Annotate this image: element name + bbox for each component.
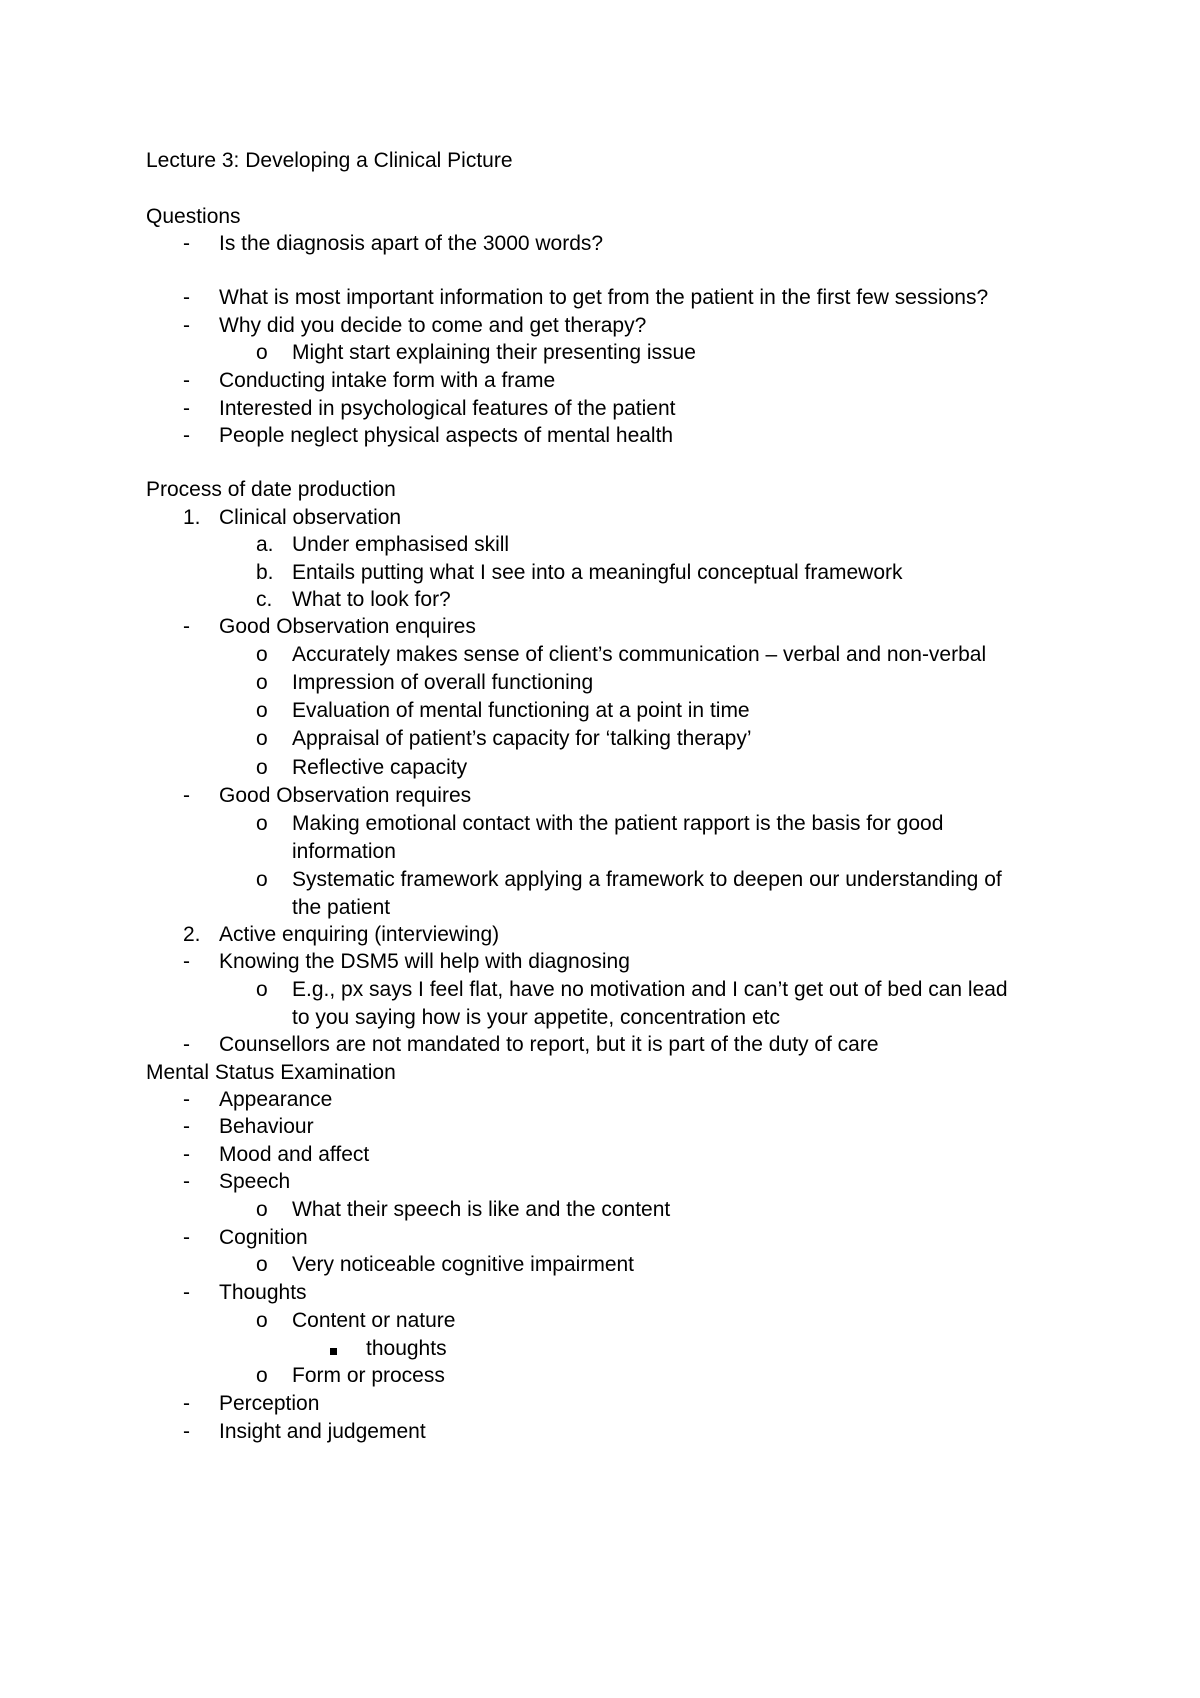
dash-bullet-icon: - [183,1170,190,1193]
lettered-item-text: Under emphasised skill [292,533,510,556]
dash-bullet-icon: - [183,1088,190,1111]
section-heading-text: Process of date production [146,478,396,501]
circle-bullet-icon: o [256,1364,268,1387]
document-title: Lecture 3: Developing a Clinical Picture [146,149,513,172]
number-marker: 2. [183,923,201,946]
sub-list-item-text: Reflective capacity [292,756,468,779]
continuation-text: to you saying how is your appetite, concentration etc [292,1006,780,1029]
sub-list-item-text: Might start explaining their presenting issue [292,341,696,364]
circle-bullet-icon: o [256,756,268,779]
sub-list-item-text: Form or process [292,1364,445,1387]
sub-list-item-text: What their speech is like and the content [292,1198,671,1221]
dash-bullet-icon: - [183,1420,190,1443]
sub-sub-list-item-text: thoughts [366,1337,447,1360]
sub-list-item-text: Appraisal of patient’s capacity for ‘talking therapy’ [292,727,752,750]
dash-bullet-icon: - [183,784,190,807]
section-heading [146,1059,396,1087]
list-item-text: Conducting intake form with a frame [219,369,556,392]
letter-marker: a. [256,533,274,556]
sub-list-item-text: Impression of overall functioning [292,671,594,694]
square-bullet-marker [330,1335,346,1363]
list-item-text: Good Observation enquires [219,615,476,638]
list-item-text: Good Observation requires [219,784,472,807]
numbered-item-text: Clinical observation [219,506,402,529]
circle-bullet-icon: o [256,1309,268,1332]
list-item-text: What is most important information to get from the patient in the first few sessions? [219,286,989,309]
circle-bullet-icon: o [256,978,268,1001]
dash-bullet-icon: - [183,950,190,973]
section-heading-text: Questions [146,205,241,228]
continuation-text: information [292,840,396,863]
lettered-item-text: Entails putting what I see into a meaningful conceptual framework [292,561,903,584]
list-item-text: Counsellors are not mandated to report, but it is part of the duty of care [219,1033,879,1056]
sub-list-item-text: Very noticeable cognitive impairment [292,1253,635,1276]
list-item-text: Mood and affect [219,1143,370,1166]
dash-bullet-icon: - [183,314,190,337]
circle-bullet-icon: o [256,341,268,364]
list-item-text: Thoughts [219,1281,307,1304]
sub-list-item-text: Accurately makes sense of client’s communication – verbal and non-verbal [292,643,987,666]
circle-bullet-icon: o [256,671,268,694]
circle-bullet-icon: o [256,643,268,666]
dash-bullet-icon: - [183,424,190,447]
dash-bullet-icon: - [183,369,190,392]
circle-bullet-icon: o [256,1198,268,1221]
numbered-item-text: Active enquiring (interviewing) [219,923,500,946]
number-marker: 1. [183,506,201,529]
sub-list-item-text: E.g., px says I feel flat, have no motivation and I can’t get out of bed can lead [292,978,1008,1001]
dash-bullet-icon: - [183,1281,190,1304]
continuation-text: the patient [292,896,391,919]
section-heading [146,476,396,504]
list-item-text: People neglect physical aspects of mental health [219,424,674,447]
letter-marker: c. [256,588,273,611]
list-item-text: Cognition [219,1226,308,1249]
dash-bullet-icon: - [183,232,190,255]
dash-bullet-icon: - [183,615,190,638]
sub-list-item-text: Systematic framework applying a framework to deepen our understanding of [292,868,1002,891]
circle-bullet-icon: o [256,812,268,835]
list-item-text: Is the diagnosis apart of the 3000 words? [219,232,604,255]
dash-bullet-icon: - [183,1143,190,1166]
section-heading-text: Mental Status Examination [146,1061,396,1084]
list-item-text: Perception [219,1392,320,1415]
sub-list-item-text: Making emotional contact with the patient rapport is the basis for good [292,812,944,835]
circle-bullet-icon: o [256,699,268,722]
sub-list-item-text: Content or nature [292,1309,456,1332]
lettered-item-text: What to look for? [292,588,451,611]
list-item-text: Knowing the DSM5 will help with diagnosing [219,950,630,973]
list-item-text: Speech [219,1170,291,1193]
list-item-text: Behaviour [219,1115,314,1138]
list-item-text: Appearance [219,1088,333,1111]
dash-bullet-icon: - [183,1226,190,1249]
dash-bullet-icon: - [183,1115,190,1138]
square-bullet-icon [330,1348,337,1355]
dash-bullet-icon: - [183,286,190,309]
circle-bullet-icon: o [256,1253,268,1276]
section-heading [146,203,241,231]
circle-bullet-icon: o [256,727,268,750]
letter-marker: b. [256,561,274,584]
dash-bullet-icon: - [183,397,190,420]
dash-bullet-icon: - [183,1392,190,1415]
list-item-text: Interested in psychological features of the patient [219,397,676,420]
dash-bullet-icon: - [183,1033,190,1056]
sub-list-item-text: Evaluation of mental functioning at a point in time [292,699,750,722]
list-item-text: Insight and judgement [219,1420,426,1443]
list-item-text: Why did you decide to come and get therapy? [219,314,647,337]
circle-bullet-icon: o [256,868,268,891]
